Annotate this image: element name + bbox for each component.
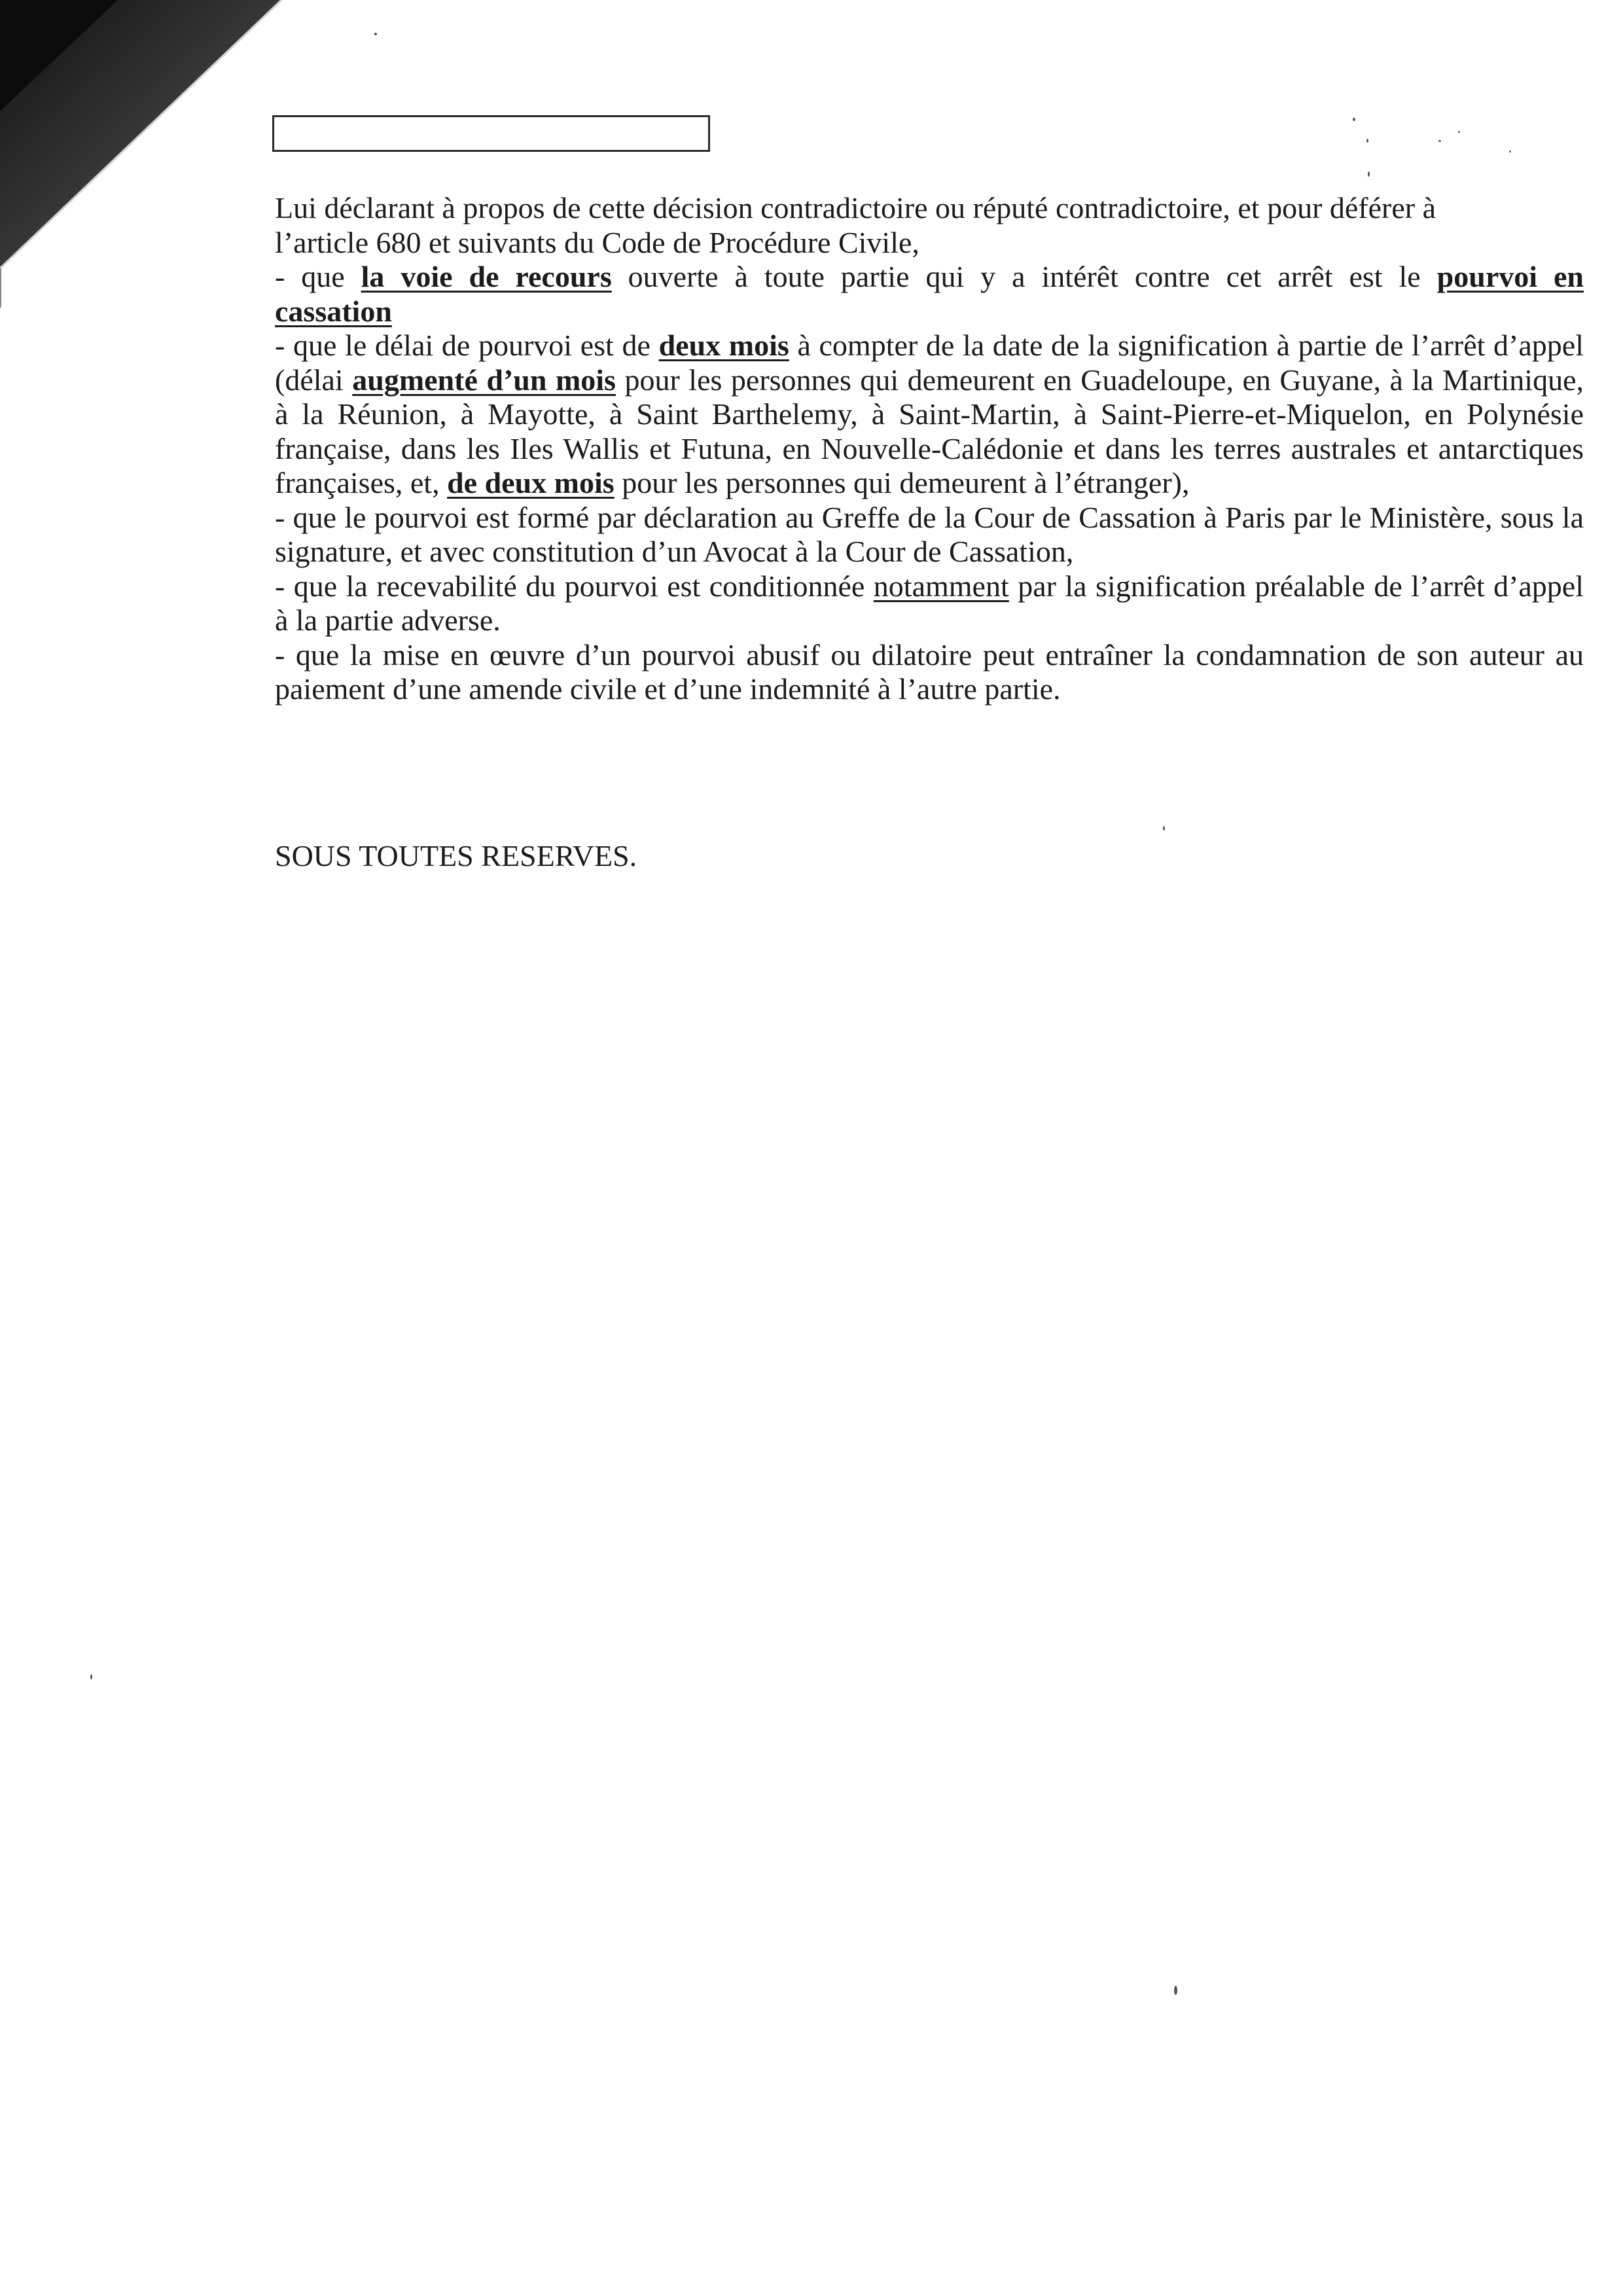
emphasis-pourvoi-en: pourvoi en	[1436, 260, 1584, 293]
closing-reservation: SOUS TOUTES RESERVES.	[275, 839, 637, 872]
paragraph-delay-prefix: - que le délai de pourvoi est de	[275, 329, 659, 362]
paragraph-recourse-middle: ouverte à toute partie qui y a intérêt contre cet arrêt est le	[611, 260, 1437, 293]
scan-speck	[1458, 131, 1460, 133]
paragraph-1-line-2: l’article 680 et suivants du Code de Procédure Civile,	[275, 225, 919, 259]
emphasis-deux-mois: deux mois	[658, 329, 789, 362]
redacted-header-box	[272, 115, 710, 152]
underlined-notamment: notamment	[873, 569, 1009, 603]
scan-speck	[1368, 171, 1370, 177]
paragraph-delay	[275, 329, 1584, 501]
paragraph-delay-suffix: pour les personnes qui demeurent à l’étranger),	[614, 466, 1190, 499]
scan-speck	[1366, 139, 1368, 143]
paragraph-admissibility-suffix: par la signification préalable de l’arrêt d’appel à la partie adverse.	[275, 569, 1584, 637]
paragraph-abusive-appeal: - que la mise en œuvre d’un pourvoi abusif ou dilatoire peut entraîner la condamnation de son auteur au paiement d’une amende civile et d’une indemnité à l’autre partie.	[275, 637, 1584, 706]
paragraph-admissibility	[275, 569, 1584, 638]
legal-notice-body	[275, 191, 1584, 707]
emphasis-voie-de-recours: la voie de recours	[361, 260, 612, 293]
paragraph-admissibility-prefix: - que la recevabilité du pourvoi est conditionnée	[275, 569, 874, 603]
scan-speck	[1163, 826, 1165, 831]
emphasis-de-deux-mois: de deux mois	[447, 466, 615, 499]
scan-speck	[1174, 1986, 1177, 1995]
scan-speck	[1509, 151, 1511, 152]
emphasis-cassation: cassation	[275, 294, 392, 328]
paragraph-recourse-line-2	[275, 295, 1584, 329]
paragraph-recourse-prefix: - que	[275, 260, 361, 293]
scan-speck	[1353, 118, 1355, 121]
scan-speck	[90, 1674, 92, 1679]
scan-speck	[1438, 140, 1441, 142]
paragraph-delay-middle-2: pour les personnes qui demeurent en Guadeloupe, en Guyane, à la Martinique, à la Réunion, à Mayotte, à Saint Barthelemy, à Saint-Martin, à Saint-Pierre-et-Miquelon, en Polynésie française, dans les Iles Wallis et Futuna, en Nouvelle-Calédonie et dans les terres australes et antarctiques françaises, et,	[275, 363, 1584, 499]
paragraph-1-line-1: Lui déclarant à propos de cette décision contradictoire ou réputé contradictoire, et pour déférer à	[275, 191, 1436, 224]
scan-speck	[374, 33, 377, 35]
paragraph-recourse	[275, 260, 1584, 295]
paragraph-delay-middle: à compter de la date de la signification à partie de l’arrêt d’appel (délai	[275, 329, 1584, 397]
paragraph-form: - que le pourvoi est formé par déclaration au Greffe de la Cour de Cassation à Paris par le Ministère, sous la signature, et avec constitution d’un Avocat à la Cour de Cassation,	[275, 500, 1584, 568]
emphasis-augmente-d-un-mois: augmenté d’un mois	[352, 363, 616, 397]
